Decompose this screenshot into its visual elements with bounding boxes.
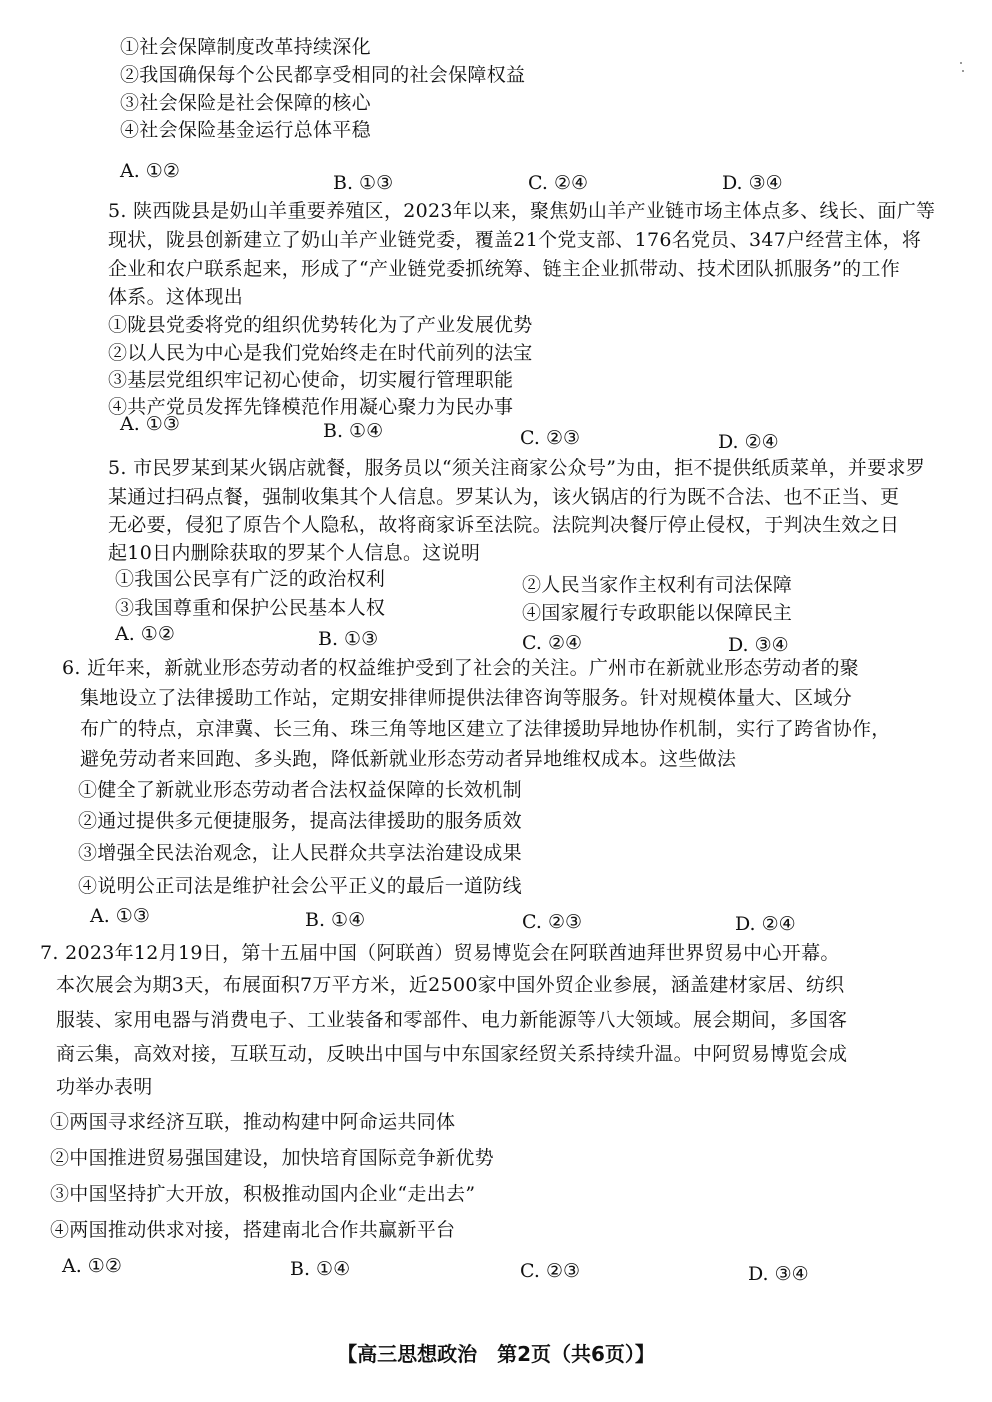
q6-statement-1: ①健全了新就业形态劳动者合法权益保障的长效机制 [78, 779, 522, 801]
q5-option-d: D. ②④ [718, 431, 779, 453]
q7-option-d: D. ③④ [748, 1263, 809, 1285]
q6a-option-c: C. ②④ [522, 632, 583, 654]
q6a-option-a: A. ①② [115, 623, 175, 645]
q5-option-a: A. ①③ [120, 413, 180, 435]
q4-option-d: D. ③④ [722, 172, 783, 194]
q5-statement-2: ②以人民为中心是我们党始终走在时代前列的法宝 [108, 342, 533, 364]
q7-stem-line-3: 服装、家用电器与消费电子、工业装备和零部件、电力新能源等八大领域。展会期间，多国客 [56, 1009, 848, 1031]
q5-option-c: C. ②③ [520, 427, 581, 449]
q5-stem-line-1: 5. 陕西陇县是奶山羊重要养殖区，2023年以来，聚焦奶山羊产业链市场主体点多、线长、面广等 [108, 200, 936, 222]
q5-statement-4: ④共产党员发挥先锋模范作用凝心聚力为民办事 [108, 396, 514, 418]
q6a-stem-line-2: 某通过扫码点餐，强制收集其个人信息。罗某认为，该火锅店的行为既不合法、也不正当、更 [108, 486, 900, 508]
q7-statement-4: ④两国推动供求对接，搭建南北合作共赢新平台 [50, 1219, 456, 1241]
q6-statement-4: ④说明公正司法是维护社会公平正义的最后一道防线 [78, 875, 522, 897]
q4-statement-3: ③社会保险是社会保障的核心 [120, 92, 371, 114]
q6-stem-line-2: 集地设立了法律援助工作站，定期安排律师提供法律咨询等服务。针对规模体量大、区域分 [80, 687, 853, 709]
q4-statement-2: ②我国确保每个公民都享受相同的社会保障权益 [120, 64, 526, 86]
q6-option-a: A. ①③ [90, 905, 150, 927]
page-footer: 【高三思想政治 第2页（共6页）】 [337, 1342, 655, 1366]
q7-stem-line-5: 功举办表明 [56, 1076, 153, 1098]
q5-statement-3: ③基层党组织牢记初心使命，切实履行管理职能 [108, 369, 514, 391]
q5-option-b: B. ①④ [323, 420, 384, 442]
scan-speck [962, 70, 964, 72]
q7-option-c: C. ②③ [520, 1260, 581, 1282]
q7-stem-line-1: 7. 2023年12月19日，第十五届中国（阿联酋）贸易博览会在阿联酋迪拜世界贸易中心开幕。 [40, 942, 840, 964]
q6a-statement-1: ①我国公民享有广泛的政治权利 [115, 568, 386, 590]
q4-statement-4: ④社会保险基金运行总体平稳 [120, 119, 371, 141]
q6a-option-b: B. ①③ [318, 628, 379, 650]
q7-statement-2: ②中国推进贸易强国建设，加快培育国际竞争新优势 [50, 1147, 494, 1169]
q7-statement-3: ③中国坚持扩大开放，积极推动国内企业“走出去” [50, 1183, 476, 1205]
q4-option-c: C. ②④ [528, 172, 589, 194]
q6a-statement-3: ③我国尊重和保护公民基本人权 [115, 597, 386, 619]
q6-statement-3: ③增强全民法治观念，让人民群众共享法治建设成果 [78, 842, 522, 864]
q6a-statement-4: ④国家履行专政职能以保障民主 [522, 602, 793, 624]
q4-statement-1: ①社会保障制度改革持续深化 [120, 36, 371, 58]
q7-option-b: B. ①④ [290, 1258, 351, 1280]
q6-option-b: B. ①④ [305, 909, 366, 931]
q6-stem-line-1: 6. 近年来，新就业形态劳动者的权益维护受到了社会的关注。广州市在新就业形态劳动者的聚 [62, 657, 860, 679]
q4-option-a: A. ①② [120, 160, 180, 182]
q5-stem-line-4: 体系。这体现出 [108, 286, 244, 308]
q7-stem-line-4: 商云集，高效对接，互联互动，反映出中国与中东国家经贸关系持续升温。中阿贸易博览会成 [56, 1043, 848, 1065]
q7-statement-1: ①两国寻求经济互联，推动构建中阿命运共同体 [50, 1111, 456, 1133]
scan-speck [960, 62, 962, 64]
q5-stem-line-3: 企业和农户联系起来，形成了“产业链党委抓统筹、链主企业抓带动、技术团队抓服务”的工作 [108, 258, 901, 280]
q6-stem-line-3: 布广的特点，京津冀、长三角、珠三角等地区建立了法律援助异地协作机制，实行了跨省协作， [80, 718, 891, 740]
q7-option-a: A. ①② [62, 1255, 122, 1277]
q7-stem-line-2: 本次展会为期3天，布展面积7万平方米，近2500家中国外贸企业参展，涵盖建材家居、纺织 [56, 974, 845, 996]
q6-stem-line-4: 避免劳动者来回跑、多头跑，降低新就业形态劳动者异地维权成本。这些做法 [80, 748, 737, 770]
q6a-stem-line-3: 无必要，侵犯了原告个人隐私，故将商家诉至法院。法院判决餐厅停止侵权，于判决生效之日 [108, 514, 900, 536]
q5-statement-1: ①陇县党委将党的组织优势转化为了产业发展优势 [108, 314, 533, 336]
q6-option-c: C. ②③ [522, 911, 583, 933]
q6a-stem-line-1: 5. 市民罗某到某火锅店就餐，服务员以“须关注商家公众号”为由，拒不提供纸质菜单，并要求罗 [108, 457, 926, 479]
q6-option-d: D. ②④ [735, 913, 796, 935]
q5-stem-line-2: 现状，陇县创新建立了奶山羊产业链党委，覆盖21个党支部、176名党员、347户经营主体，将 [108, 229, 922, 251]
q6a-option-d: D. ③④ [728, 634, 789, 656]
q4-option-b: B. ①③ [333, 172, 394, 194]
q6a-statement-2: ②人民当家作主权利有司法保障 [522, 574, 793, 596]
q6a-stem-line-4: 起10日内删除获取的罗某个人信息。这说明 [108, 542, 481, 564]
q6-statement-2: ②通过提供多元便捷服务，提高法律援助的服务质效 [78, 810, 522, 832]
